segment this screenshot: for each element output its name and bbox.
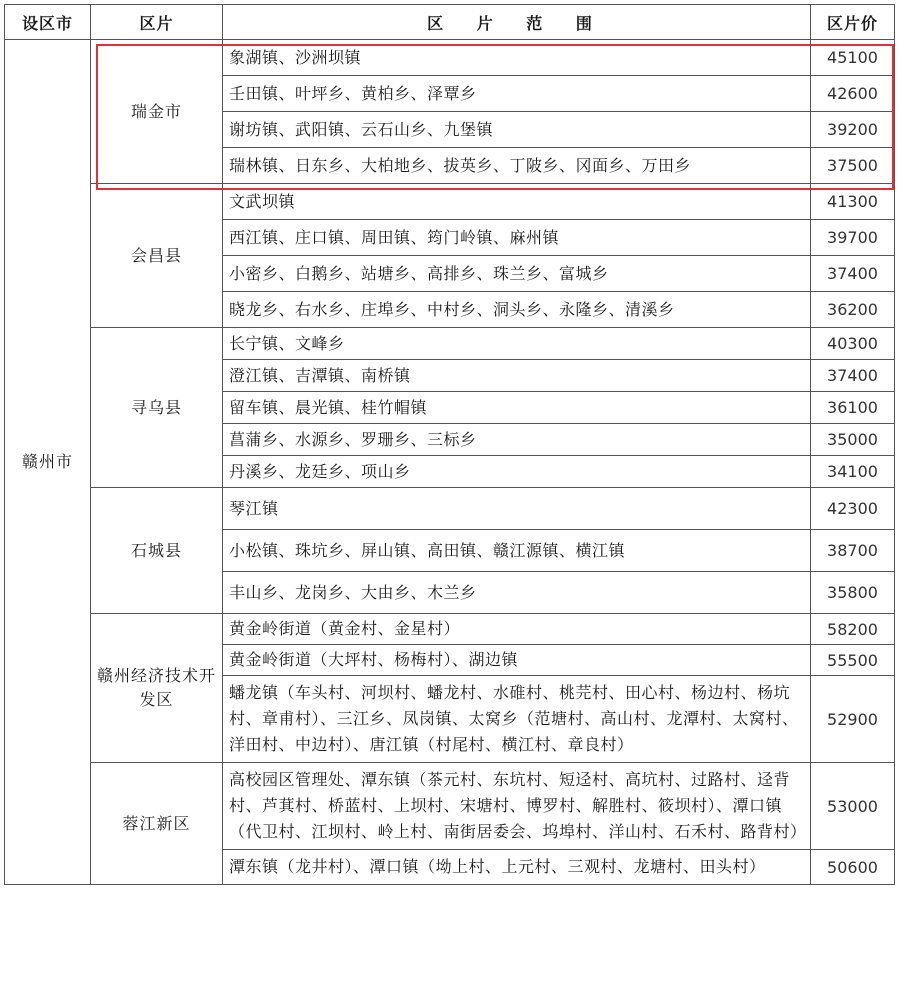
price-cell: 38700 bbox=[811, 530, 895, 572]
scope-cell: 小密乡、白鹅乡、站塘乡、高排乡、珠兰乡、富城乡 bbox=[223, 256, 811, 292]
district-cell: 蓉江新区 bbox=[91, 763, 223, 885]
price-cell: 39700 bbox=[811, 220, 895, 256]
scope-cell: 瑞林镇、日东乡、大柏地乡、拔英乡、丁陂乡、冈面乡、万田乡 bbox=[223, 148, 811, 184]
price-cell: 41300 bbox=[811, 184, 895, 220]
table-row bbox=[5, 763, 895, 850]
scope-cell: 黄金岭街道（黄金村、金星村） bbox=[223, 614, 811, 645]
scope-cell: 壬田镇、叶坪乡、黄柏乡、泽覃乡 bbox=[223, 76, 811, 112]
scope-cell: 西江镇、庄口镇、周田镇、筠门岭镇、麻州镇 bbox=[223, 220, 811, 256]
scope-cell: 丰山乡、龙岗乡、大由乡、木兰乡 bbox=[223, 572, 811, 614]
header-scope: 区 片 范 围 bbox=[223, 5, 811, 40]
scope-cell: 丹溪乡、龙廷乡、项山乡 bbox=[223, 456, 811, 488]
scope-cell: 潭东镇（龙井村）、潭口镇（坳上村、上元村、三观村、龙塘村、田头村） bbox=[223, 850, 811, 885]
price-cell: 36100 bbox=[811, 392, 895, 424]
price-cell: 37400 bbox=[811, 360, 895, 392]
scope-cell: 谢坊镇、武阳镇、云石山乡、九堡镇 bbox=[223, 112, 811, 148]
price-cell: 37500 bbox=[811, 148, 895, 184]
scope-cell: 象湖镇、沙洲坝镇 bbox=[223, 40, 811, 76]
header-city: 设区市 bbox=[5, 5, 91, 40]
scope-cell: 长宁镇、文峰乡 bbox=[223, 328, 811, 360]
district-cell: 瑞金市 bbox=[91, 40, 223, 184]
scope-cell: 晓龙乡、右水乡、庄埠乡、中村乡、洞头乡、永隆乡、清溪乡 bbox=[223, 292, 811, 328]
district-cell: 寻乌县 bbox=[91, 328, 223, 488]
district-cell: 会昌县 bbox=[91, 184, 223, 328]
scope-cell: 菖蒲乡、水源乡、罗珊乡、三标乡 bbox=[223, 424, 811, 456]
table-row bbox=[5, 488, 895, 530]
header-district: 区片 bbox=[91, 5, 223, 40]
scope-cell: 文武坝镇 bbox=[223, 184, 811, 220]
price-cell: 35000 bbox=[811, 424, 895, 456]
header-row bbox=[5, 5, 895, 40]
scope-cell: 琴江镇 bbox=[223, 488, 811, 530]
scope-cell: 澄江镇、吉潭镇、南桥镇 bbox=[223, 360, 811, 392]
header-price: 区片价 bbox=[811, 5, 895, 40]
scope-cell: 黄金岭街道（大坪村、杨梅村）、湖边镇 bbox=[223, 645, 811, 676]
price-cell: 53000 bbox=[811, 763, 895, 850]
price-cell: 40300 bbox=[811, 328, 895, 360]
price-cell: 58200 bbox=[811, 614, 895, 645]
price-cell: 42600 bbox=[811, 76, 895, 112]
price-cell: 42300 bbox=[811, 488, 895, 530]
city-cell: 赣州市 bbox=[5, 40, 91, 885]
price-cell: 50600 bbox=[811, 850, 895, 885]
land-price-table bbox=[4, 4, 895, 885]
price-cell: 35800 bbox=[811, 572, 895, 614]
district-cell: 石城县 bbox=[91, 488, 223, 614]
district-cell: 赣州经济技术开发区 bbox=[91, 614, 223, 763]
table-row bbox=[5, 328, 895, 360]
table-row bbox=[5, 184, 895, 220]
table-row bbox=[5, 614, 895, 645]
price-cell: 36200 bbox=[811, 292, 895, 328]
scope-cell: 小松镇、珠坑乡、屏山镇、高田镇、赣江源镇、横江镇 bbox=[223, 530, 811, 572]
scope-cell: 蟠龙镇（车头村、河坝村、蟠龙村、水碓村、桃芫村、田心村、杨边村、杨坑村、章甫村）、三江乡、凤岗镇、太窝乡（范塘村、高山村、龙潭村、太窝村、洋田村、中边村）、唐江镇（村尾村、横江村、章良村） bbox=[223, 676, 811, 763]
price-cell: 37400 bbox=[811, 256, 895, 292]
price-cell: 34100 bbox=[811, 456, 895, 488]
scope-cell: 留车镇、晨光镇、桂竹帽镇 bbox=[223, 392, 811, 424]
price-cell: 39200 bbox=[811, 112, 895, 148]
price-cell: 45100 bbox=[811, 40, 895, 76]
price-cell: 55500 bbox=[811, 645, 895, 676]
scope-cell: 高校园区管理处、潭东镇（茶元村、东坑村、短迳村、高坑村、过路村、迳背村、芦萁村、桥蓝村、上坝村、宋塘村、博罗村、解胜村、筱坝村）、潭口镇（代卫村、江坝村、岭上村、南街居委会、坞埠村、洋山村、石禾村、路背村） bbox=[223, 763, 811, 850]
table-row bbox=[5, 40, 895, 76]
price-cell: 52900 bbox=[811, 676, 895, 763]
